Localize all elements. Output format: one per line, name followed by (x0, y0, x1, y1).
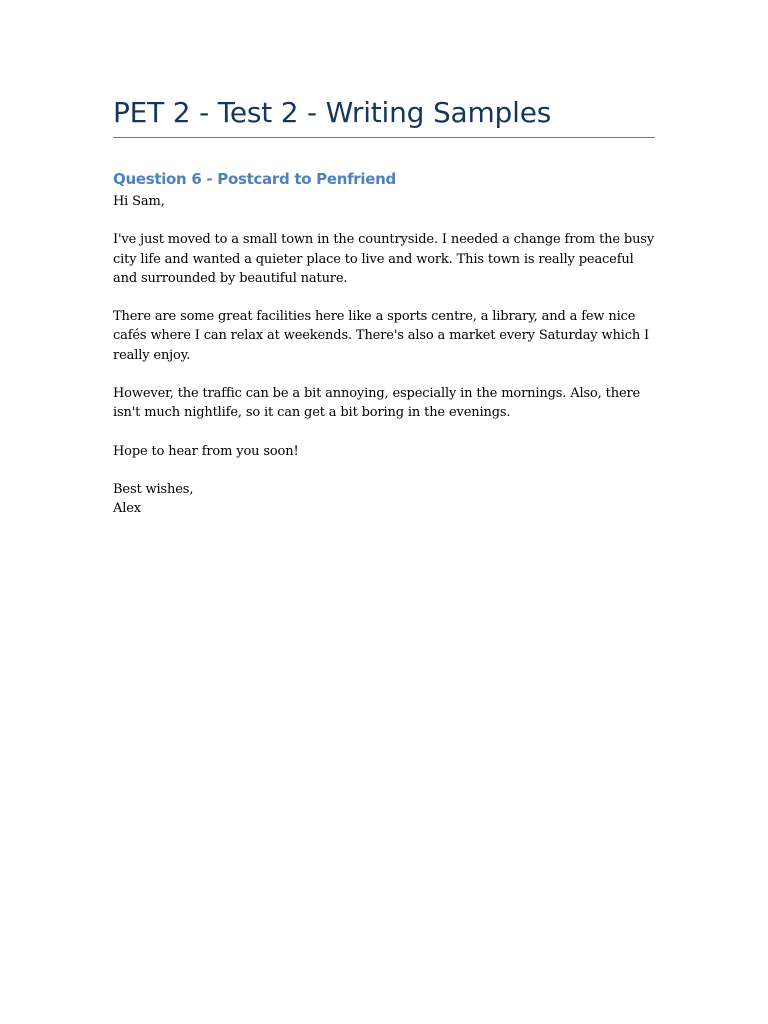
letter-paragraph-3: However, the traffic can be a bit annoying, especially in the mornings. Also, there isn't much nightlife, so it can get a bit boring in the evenings. (113, 386, 641, 421)
letter-signature: Alex (113, 501, 141, 517)
letter-paragraph-2: There are some great facilities here like a sports centre, a library, and a few nice cafés where I can relax at weekends. There's also a market every Saturday which I really enjoy. (113, 309, 650, 363)
letter-greeting: Hi Sam, (113, 194, 165, 209)
section-heading: Question 6 - Postcard to Penfriend (113, 170, 396, 188)
letter-closing: Best wishes, (113, 481, 194, 497)
letter-paragraph-4: Hope to hear from you soon! (113, 443, 299, 459)
postcard-letter (113, 192, 655, 519)
document-content (113, 92, 655, 519)
title-underline-rule (113, 137, 655, 138)
letter-paragraph-1: I've just moved to a small town in the countryside. I needed a change from the busy city life and wanted a quieter place to live and work. This town is really peaceful and surrounded by beautiful nature. (113, 232, 655, 286)
document-title: PET 2 - Test 2 - Writing Samples (113, 96, 552, 129)
